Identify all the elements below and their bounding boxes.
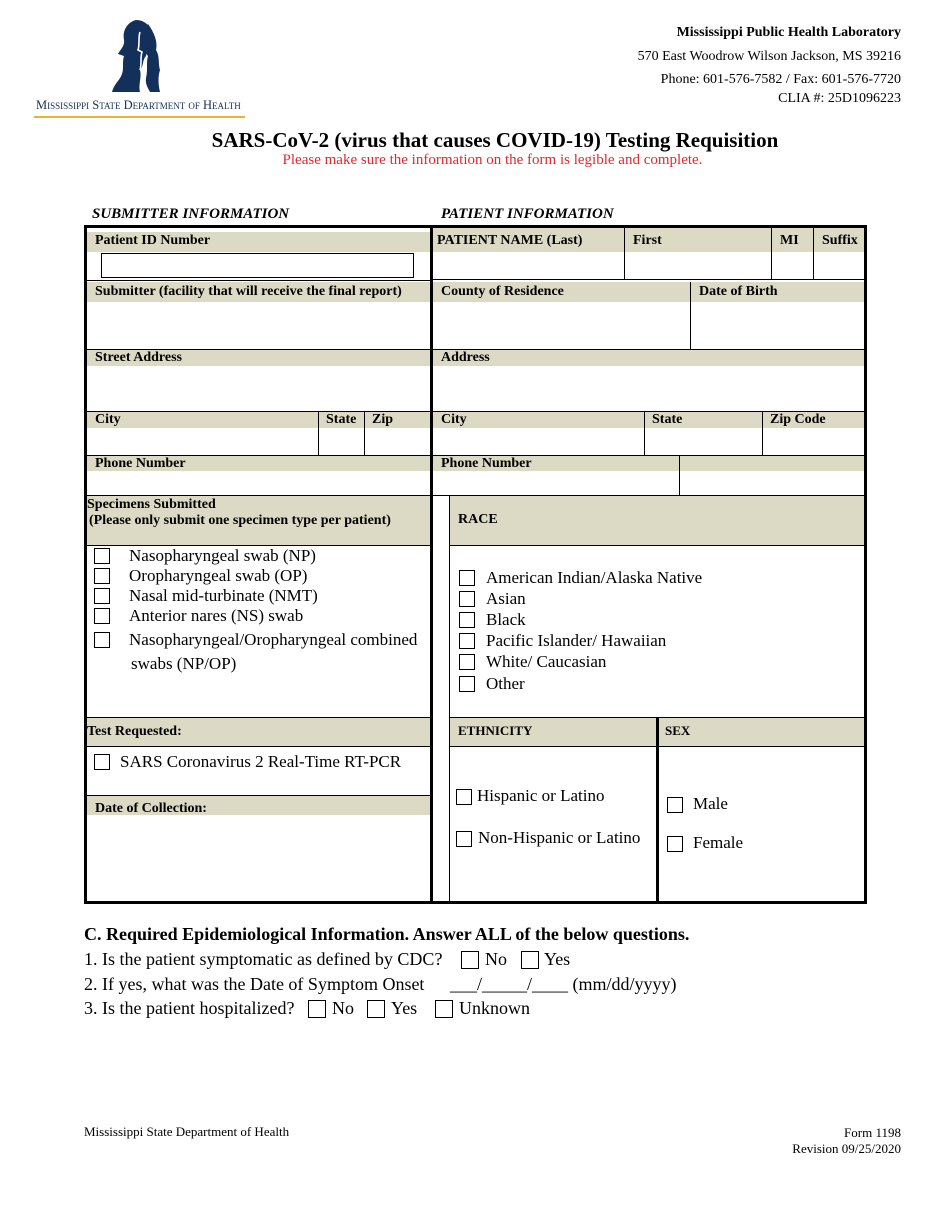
sex-female-label: Female: [693, 833, 744, 852]
logo-underline: [34, 116, 245, 118]
symptom-onset-date-field[interactable]: ___/_____/____ (mm/dd/yyyy): [450, 974, 677, 994]
q3-no-label: No: [332, 998, 354, 1018]
profile-faces-icon: [110, 18, 162, 94]
county-input[interactable]: [433, 302, 689, 348]
lab-name: Mississippi Public Health Laboratory: [676, 25, 901, 40]
specimen-ns-label: Anterior nares (NS) swab: [129, 606, 304, 625]
patient-city-label: City: [433, 412, 864, 428]
race-asian-label: Asian: [486, 589, 526, 608]
street-address-input[interactable]: [87, 366, 430, 410]
sex-title: SEX: [659, 718, 864, 746]
sex-male-checkbox[interactable]: [667, 797, 683, 813]
msdh-logo: [34, 18, 246, 120]
footer-form-number: Form 1198: [844, 1125, 901, 1140]
patient-phone-label: Phone Number: [433, 456, 864, 471]
q3-unknown-label: Unknown: [459, 998, 530, 1018]
q3-yes-label: Yes: [391, 998, 418, 1018]
submitter-phone-label: Phone Number: [87, 456, 430, 471]
race-white-checkbox[interactable]: [459, 654, 475, 670]
patient-mi-label: MI: [772, 228, 814, 252]
patient-address-input[interactable]: [433, 366, 864, 410]
patient-state-label: State: [652, 412, 683, 427]
epi-heading: C. Required Epidemiological Information. Answer ALL of the below questions.: [84, 924, 690, 944]
lab-address: 570 East Woodrow Wilson Jackson, MS 39216: [637, 49, 901, 64]
patient-city-input[interactable]: [433, 429, 643, 455]
specimens-title-line2: (Please only submit one specimen type per patient): [89, 513, 391, 528]
submitter-zip-input[interactable]: [365, 429, 429, 455]
specimen-nmt-checkbox[interactable]: [94, 588, 110, 604]
ethnicity-nonhispanic-label: Non-Hispanic or Latino: [478, 828, 641, 847]
specimens-title-line1: Specimens Submitted: [87, 497, 216, 512]
submitter-city-input[interactable]: [87, 429, 317, 455]
q3-unknown-checkbox[interactable]: [435, 1000, 453, 1018]
specimen-npop-checkbox[interactable]: [94, 632, 110, 648]
specimen-ns-checkbox[interactable]: [94, 608, 110, 624]
specimen-np-checkbox[interactable]: [94, 548, 110, 564]
patient-mi-input[interactable]: [772, 253, 812, 279]
street-address-label: Street Address: [87, 350, 430, 366]
q3-yes-checkbox[interactable]: [367, 1000, 385, 1018]
ethnicity-hispanic-checkbox[interactable]: [456, 789, 472, 805]
footer-org: Mississippi State Department of Health: [84, 1124, 290, 1139]
race-black-label: Black: [486, 610, 526, 629]
race-aian-label: American Indian/Alaska Native: [486, 568, 703, 587]
submitter-city-label: City: [87, 412, 430, 428]
submitter-phone-input[interactable]: [87, 471, 430, 495]
collection-date-input[interactable]: [87, 816, 430, 900]
county-label: County of Residence: [433, 282, 864, 302]
submitter-state-label: State: [326, 412, 357, 427]
submitter-section-title: SUBMITTER INFORMATION: [92, 206, 290, 222]
race-aian-checkbox[interactable]: [459, 570, 475, 586]
race-white-label: White/ Caucasian: [486, 652, 607, 671]
q1-yes-checkbox[interactable]: [521, 951, 539, 969]
race-asian-checkbox[interactable]: [459, 591, 475, 607]
sex-female-checkbox[interactable]: [667, 836, 683, 852]
race-black-checkbox[interactable]: [459, 612, 475, 628]
lab-clia: CLIA #: 25D1096223: [778, 91, 901, 106]
patient-zip-label: Zip Code: [770, 412, 826, 427]
submitter-facility-input[interactable]: [87, 302, 430, 348]
specimen-op-label: Oropharyngeal swab (OP): [129, 566, 308, 585]
sex-male-label: Male: [693, 794, 728, 813]
specimen-nmt-label: Nasal mid-turbinate (NMT): [129, 586, 318, 605]
q1-yes-label: Yes: [544, 949, 571, 969]
patient-address-label: Address: [433, 350, 864, 366]
race-title: RACE: [450, 496, 864, 545]
epi-q3: 3. Is the patient hospitalized?: [84, 998, 295, 1018]
patient-id-label: Patient ID Number: [87, 232, 430, 252]
patient-suffix-label: Suffix: [814, 228, 864, 252]
patient-zip-input[interactable]: [763, 429, 864, 455]
specimen-npop-label-cont: swabs (NP/OP): [131, 654, 237, 673]
legibility-notice: Please make sure the information on the form is legible and complete.: [282, 152, 703, 168]
race-other-label: Other: [486, 674, 525, 693]
dob-label: Date of Birth: [699, 284, 778, 299]
specimen-op-checkbox[interactable]: [94, 568, 110, 584]
specimen-npop-label: Nasopharyngeal/Oropharyngeal combined: [129, 630, 418, 649]
test-requested-label: Test Requested:: [87, 718, 430, 746]
patient-state-input[interactable]: [645, 429, 761, 455]
epi-q2: 2. If yes, what was the Date of Symptom Onset: [84, 974, 425, 994]
epi-q1: 1. Is the patient symptomatic as defined by CDC?: [84, 949, 443, 969]
q3-no-checkbox[interactable]: [308, 1000, 326, 1018]
ethnicity-nonhispanic-checkbox[interactable]: [456, 831, 472, 847]
footer-revision: Revision 09/25/2020: [792, 1141, 901, 1156]
race-pacific-label: Pacific Islander/ Hawaiian: [486, 631, 667, 650]
patient-id-input[interactable]: [101, 253, 414, 278]
ethnicity-title: ETHNICITY: [450, 718, 656, 746]
patient-last-name-input[interactable]: [433, 253, 623, 279]
patient-first-name-input[interactable]: [625, 253, 770, 279]
specimen-np-label: Nasopharyngeal swab (NP): [129, 546, 316, 565]
specimens-title: [87, 496, 430, 545]
submitter-zip-label: Zip: [372, 412, 394, 427]
page-title: SARS-CoV-2 (virus that causes COVID-19) Testing Requisition: [211, 128, 779, 152]
dob-input[interactable]: [691, 302, 864, 348]
collection-date-label: Date of Collection:: [87, 796, 430, 815]
q1-no-checkbox[interactable]: [461, 951, 479, 969]
race-other-checkbox[interactable]: [459, 676, 475, 692]
patient-first-name-label: First: [625, 228, 772, 252]
patient-phone-input[interactable]: [433, 471, 678, 495]
submitter-facility-label: Submitter (facility that will receive the final report): [87, 282, 430, 302]
lab-phone-fax: Phone: 601-576-7582 / Fax: 601-576-7720: [660, 72, 901, 87]
patient-suffix-input[interactable]: [814, 253, 864, 279]
submitter-state-input[interactable]: [319, 429, 363, 455]
q1-no-label: No: [485, 949, 507, 969]
org-name: Mississippi State Department of Health: [36, 98, 241, 112]
ethnicity-hispanic-label: Hispanic or Latino: [477, 786, 605, 805]
test-rtpcr-checkbox[interactable]: [94, 754, 110, 770]
test-rtpcr-label: SARS Coronavirus 2 Real-Time RT-PCR: [120, 752, 402, 771]
patient-section-title: PATIENT INFORMATION: [441, 206, 614, 222]
race-pacific-checkbox[interactable]: [459, 633, 475, 649]
patient-last-name-label: PATIENT NAME (Last): [433, 228, 625, 252]
